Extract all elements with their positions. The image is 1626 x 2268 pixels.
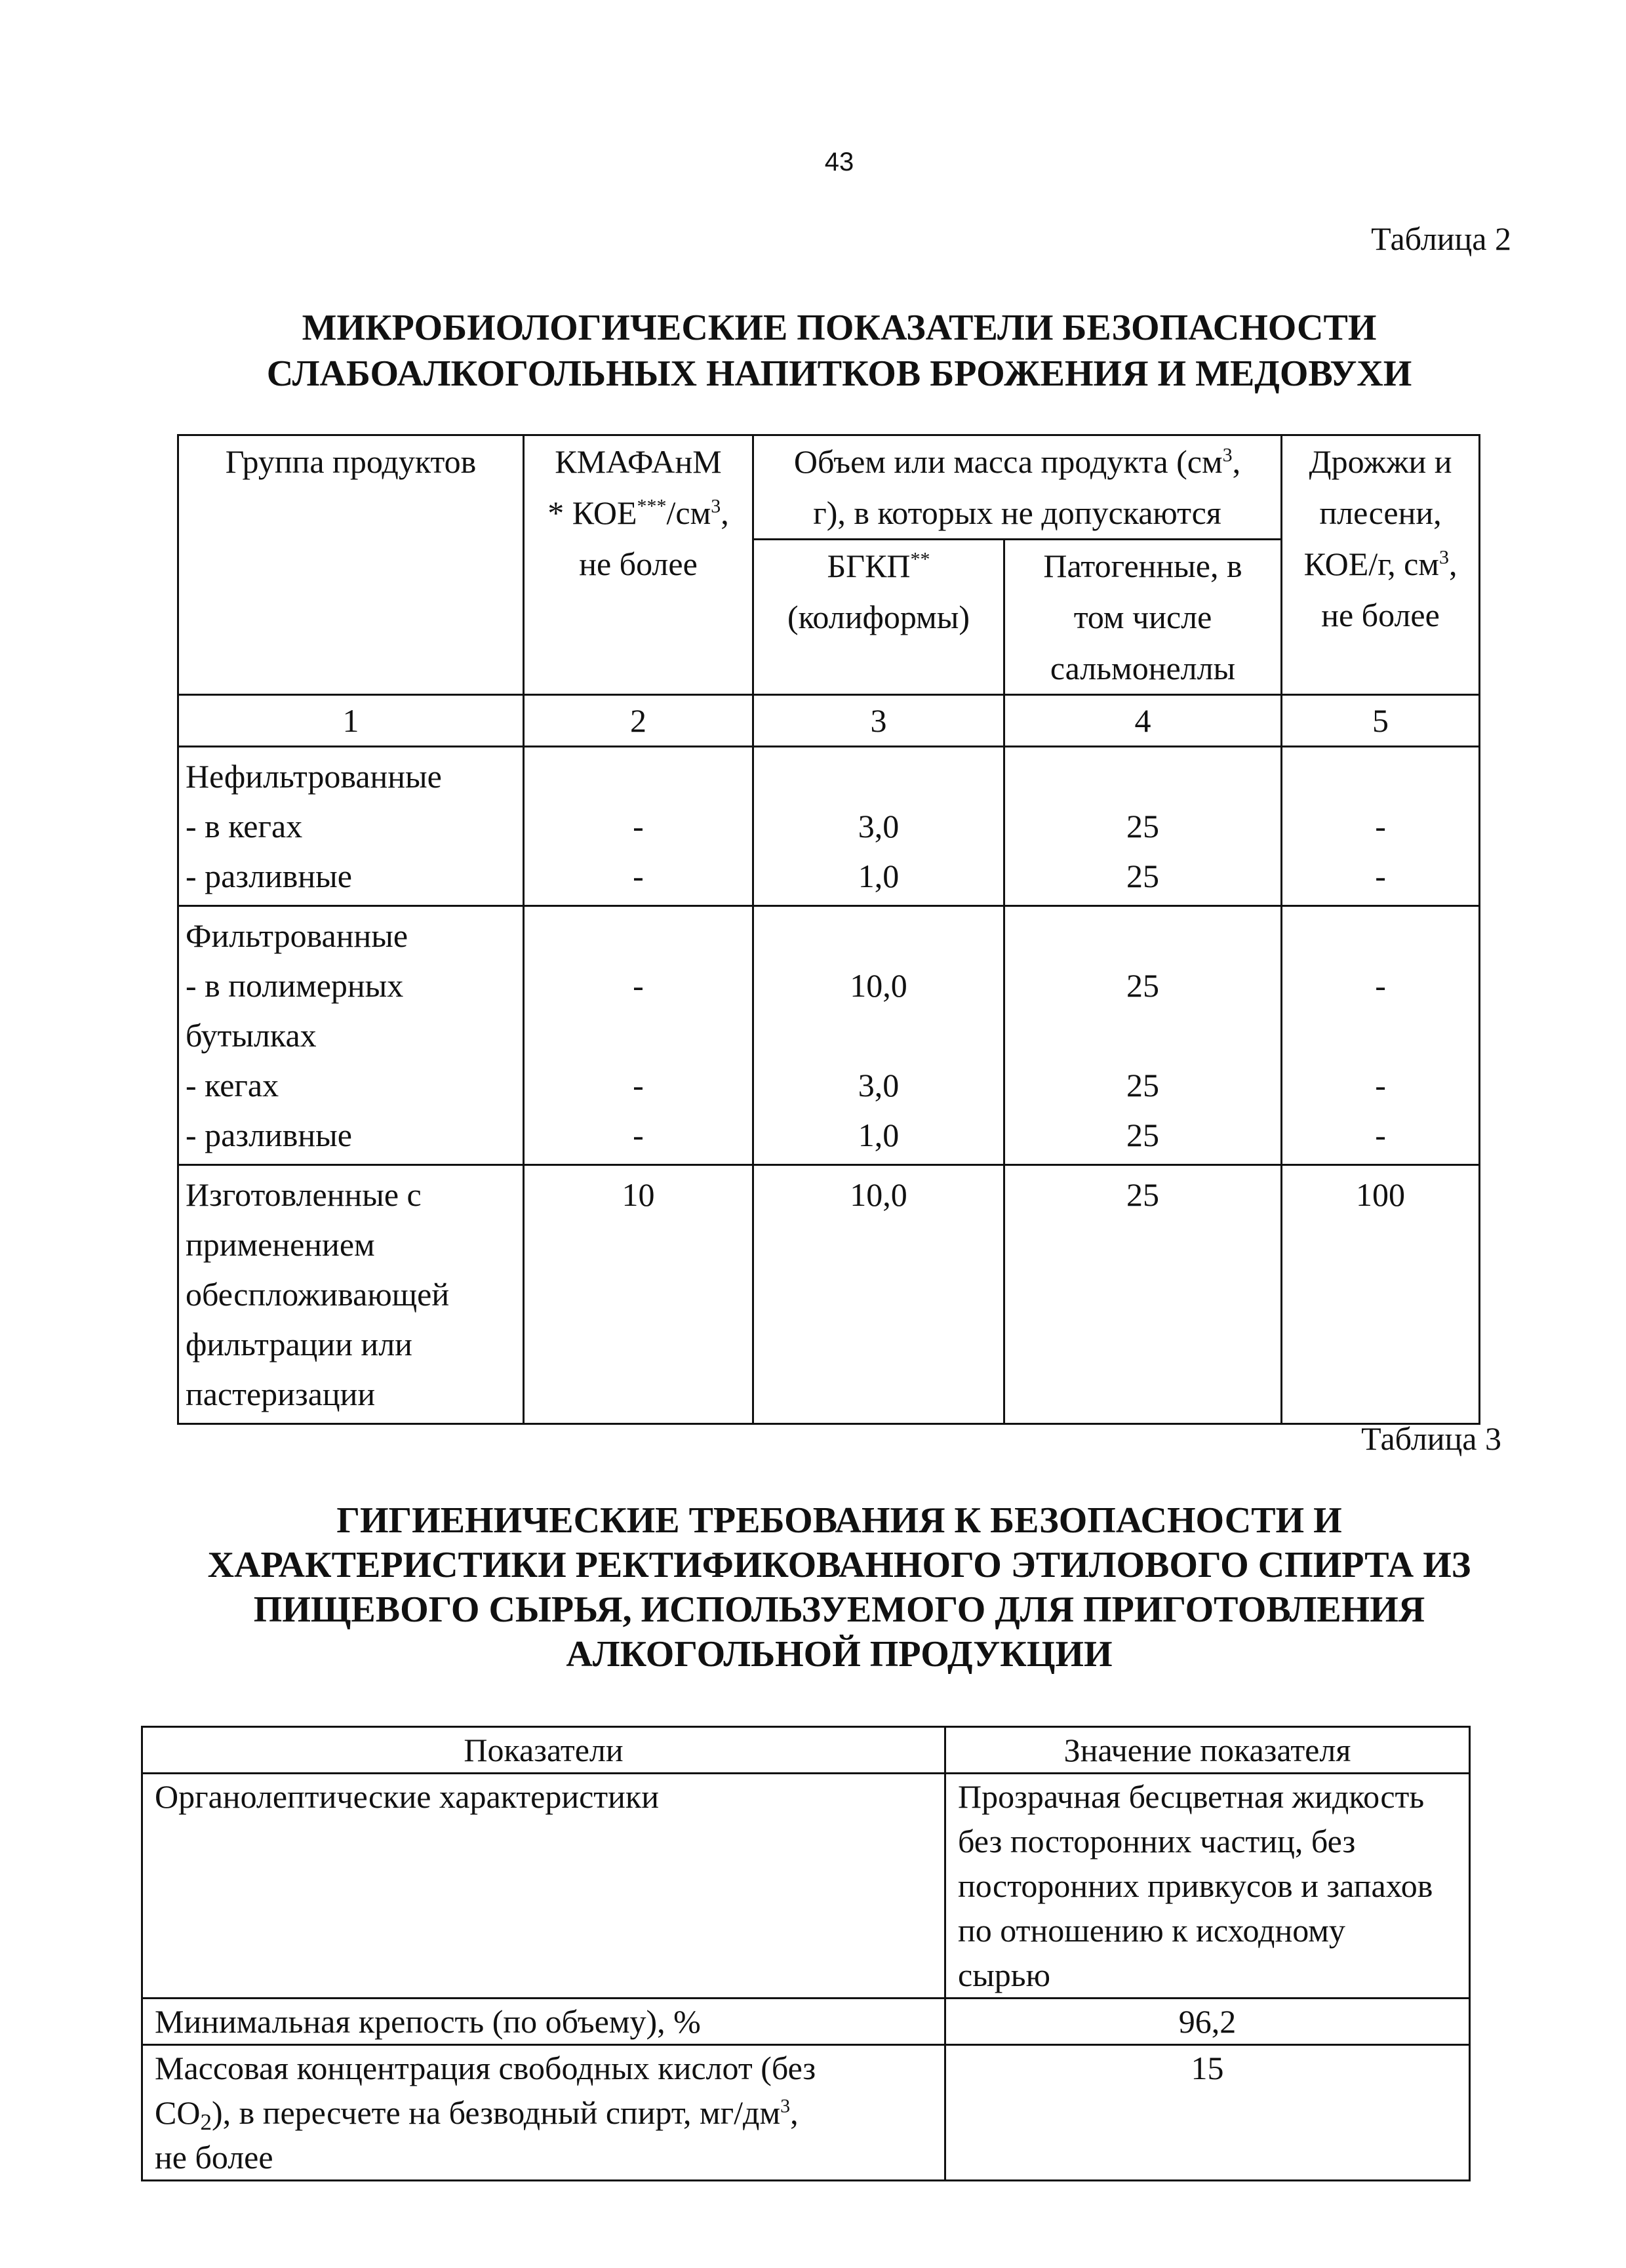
yeast-cell: - - xyxy=(1282,747,1480,906)
pathogen-cell: 25 25 xyxy=(1004,747,1282,906)
table3-title-line: ГИГИЕНИЧЕСКИЕ ТРЕБОВАНИЯ К БЕЗОПАСНОСТИ И xyxy=(336,1500,1342,1541)
table3-title-line: АЛКОГОЛЬНОЙ ПРОДУКЦИИ xyxy=(566,1634,1113,1675)
product-group-cell: Фильтрованные - в полимерных бутылках - кегах - разливные xyxy=(178,906,524,1165)
header-indicator: Показатели xyxy=(142,1727,945,1774)
column-number: 2 xyxy=(524,695,753,747)
yeast-cell: 100 xyxy=(1282,1165,1480,1424)
header-bgkp: БГКП** (колиформы) xyxy=(753,540,1004,695)
kmafanm-cell: 10 xyxy=(524,1165,753,1424)
header-volume: Объем или масса продукта ($см^3$, г), в которых не допускаются xyxy=(753,435,1282,540)
header-group: Группа продуктов xyxy=(178,435,524,695)
table-row xyxy=(178,906,1480,1165)
table-row xyxy=(178,747,1480,906)
bgkp-cell: 3,0 1,0 xyxy=(753,747,1004,906)
column-numbers-row xyxy=(178,695,1480,747)
column-number: 4 xyxy=(1004,695,1282,747)
pathogen-cell: 25 xyxy=(1004,1165,1282,1424)
indicator-cell: Минимальная крепость (по объему), % xyxy=(142,1999,945,2045)
product-group-cell: Нефильтрованные - в кегах - разливные xyxy=(178,747,524,906)
column-number: 5 xyxy=(1282,695,1480,747)
header-kmafanm: КМАФАнМ * $КОЕ^{***}/см^3$, не более xyxy=(524,435,753,695)
column-number: 3 xyxy=(753,695,1004,747)
value-cell: 15 xyxy=(945,2045,1470,2181)
kmafanm-cell: - - xyxy=(524,747,753,906)
value-cell: 96,2 xyxy=(945,1999,1470,2045)
header-value: Значение показателя xyxy=(945,1727,1470,1774)
table-row xyxy=(178,1165,1480,1424)
indicator-cell: Массовая концентрация свободных кислот (без $СО_2$), в пересчете на безводный спирт, $мг/дм^3$, не более xyxy=(142,2045,945,2181)
table2-label: Таблица 2 xyxy=(1371,220,1511,257)
table-row xyxy=(142,1774,1470,1999)
table3-title-line: ХАРАКТЕРИСТИКИ РЕКТИФИКОВАННОГО ЭТИЛОВОГО СПИРТА ИЗ xyxy=(207,1545,1471,1585)
table2-title xyxy=(0,305,1626,397)
table2-title-line: СЛАБОАЛКОГОЛЬНЫХ НАПИТКОВ БРОЖЕНИЯ И МЕДОВУХИ xyxy=(266,353,1412,394)
kmafanm-cell: - - - xyxy=(524,906,753,1165)
table3-title-line: ПИЩЕВОГО СЫРЬЯ, ИСПОЛЬЗУЕМОГО ДЛЯ ПРИГОТОВЛЕНИЯ xyxy=(253,1589,1425,1630)
microbiological-indicators-table xyxy=(177,434,1480,1425)
table-row xyxy=(142,2045,1470,2181)
page-number: 43 xyxy=(824,148,854,176)
header-pathogen: Патогенные, в том числе сальмонеллы xyxy=(1004,540,1282,695)
hygienic-requirements-table xyxy=(141,1726,1471,2181)
product-group-cell: Изготовленные с применением обеспложивающей фильтрации или пастеризации xyxy=(178,1165,524,1424)
table3-label: Таблица 3 xyxy=(1361,1420,1501,1457)
pathogen-cell: 25 25 25 xyxy=(1004,906,1282,1165)
table2-title-line: МИКРОБИОЛОГИЧЕСКИЕ ПОКАЗАТЕЛИ БЕЗОПАСНОСТИ xyxy=(302,308,1377,348)
table-row xyxy=(142,1999,1470,2045)
table3-title xyxy=(0,1498,1626,1677)
header-yeast: Дрожжи и плесени, КОЕ/г, $см^3$, не более xyxy=(1282,435,1480,695)
bgkp-cell: 10,0 3,0 1,0 xyxy=(753,906,1004,1165)
bgkp-cell: 10,0 xyxy=(753,1165,1004,1424)
column-number: 1 xyxy=(178,695,524,747)
table-header-row xyxy=(142,1727,1470,1774)
value-cell: Прозрачная бесцветная жидкость без посторонних частиц, без посторонних привкусов и запахов по отношению к исходному сырью xyxy=(945,1774,1470,1999)
yeast-cell: - - - xyxy=(1282,906,1480,1165)
indicator-cell: Органолептические характеристики xyxy=(142,1774,945,1999)
